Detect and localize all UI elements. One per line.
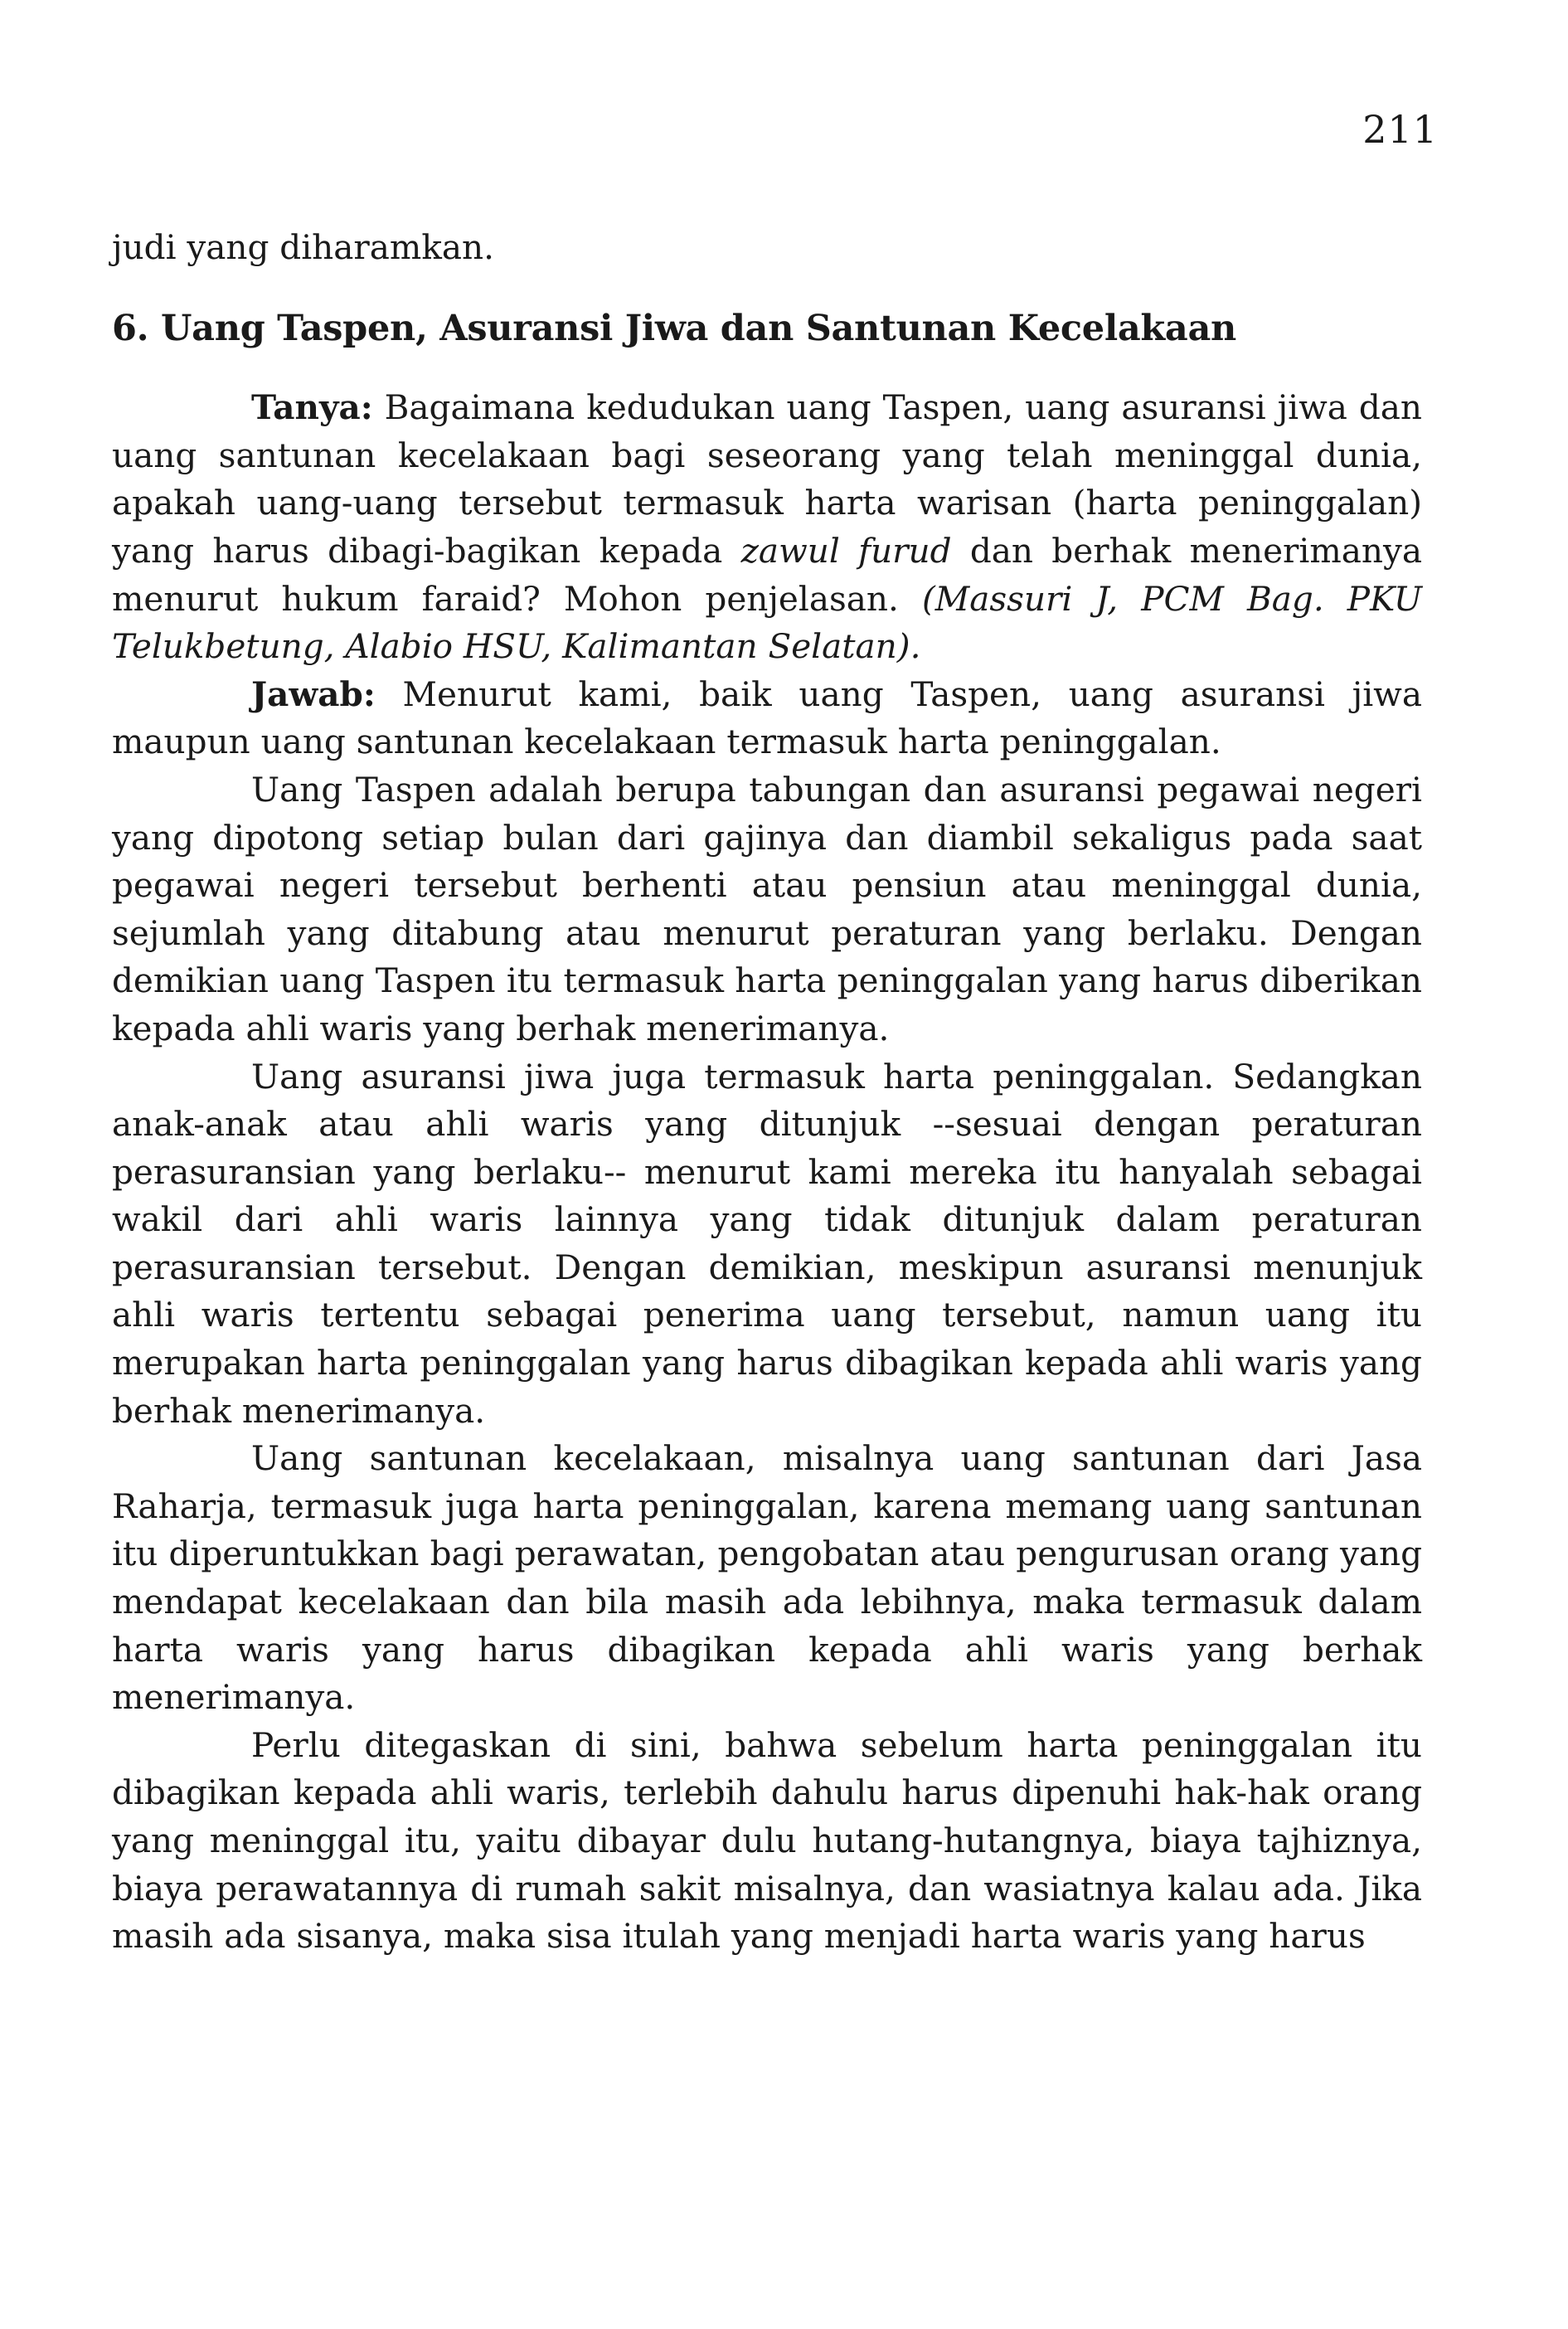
answer-paragraph <box>112 671 1422 766</box>
answer-label: Jawab: <box>251 673 376 714</box>
section-heading <box>112 305 1422 353</box>
section-number: 6. <box>112 307 149 349</box>
taspen-paragraph: Uang Taspen adalah berupa tabungan dan asuransi pegawai negeri yang dipotong setiap bulan dari gajinya dan diambil sekaligus pada saat pegawai negeri tersebut berhenti atau pensiun atau meninggal dunia, sejumlah yang ditabung atau menurut peraturan yang berlaku. Dengan demikian uang Taspen itu termasuk harta peninggalan yang harus diberikan kepada ahli waris yang berhak menerimanya. <box>112 769 1422 1048</box>
question-text-2: dan berhak menerimanya menurut hukum faraid? Mohon penjelasan. <box>112 530 1423 619</box>
question-paragraph <box>112 384 1422 671</box>
body-text <box>112 224 1422 1961</box>
page-number: 211 <box>1362 107 1438 152</box>
life-insurance-paragraph: Uang asuransi jiwa juga termasuk harta peninggalan. Sedangkan anak-anak atau ahli waris yang ditunjuk --sesuai dengan peraturan perasuransian yang berlaku-- menurut kami mereka itu hanyalah sebagai wakil dari ahli waris lainnya yang tidak ditunjuk dalam peraturan perasuransian tersebut. Dengan demikian, meskipun asuransi menunjuk ahli waris tertentu sebagai penerima uang tersebut, namun uang itu merupakan harta peninggalan yang harus dibagikan kepada ahli waris yang berhak menerimanya. <box>112 1056 1422 1431</box>
closing-paragraph: Perlu ditegaskan di sini, bahwa sebelum harta peninggalan itu dibagikan kepada ahli waris, terlebih dahulu harus dipenuhi hak-hak orang yang meninggal itu, yaitu dibayar dulu hutang-hutangnya, biaya tajhiznya, biaya perawatannya di rumah sakit misalnya, dan wasiatnya kalau ada. Jika masih ada sisanya, maka sisa itulah yang menjadi harta waris yang harus <box>112 1724 1422 1957</box>
question-term: zawul furud <box>740 530 952 571</box>
question-source: (Massuri J, PCM Bag. PKU Telukbetung, Alabio HSU, Kalimantan Selatan). <box>112 578 1422 667</box>
answer-text: Menurut kami, baik uang Taspen, uang asuransi jiwa maupun uang santunan kecelakaan termasuk harta peninggalan. <box>112 673 1422 762</box>
continuation-line: judi yang diharamkan. <box>112 227 494 267</box>
question-label: Tanya: <box>251 387 373 428</box>
question-text-1: Bagaimana kedudukan uang Taspen, uang asuransi jiwa dan uang santunan kecelakaan bagi seseorang yang telah meninggal dunia, apakah uang-uang tersebut termasuk harta warisan (harta peninggalan) yang harus dibagi-bagikan kepada <box>112 387 1422 571</box>
section-title: Uang Taspen, Asuransi Jiwa dan Santunan Kecelakaan <box>160 307 1236 349</box>
accident-compensation-paragraph: Uang santunan kecelakaan, misalnya uang santunan dari Jasa Raharja, termasuk juga harta peninggalan, karena memang uang santunan itu diperuntukkan bagi perawatan, pengobatan atau pengurusan orang yang mendapat kecelakaan dan bila masih ada lebihnya, maka termasuk dalam harta waris yang harus dibagikan kepada ahli waris yang berhak menerimanya. <box>112 1438 1422 1718</box>
